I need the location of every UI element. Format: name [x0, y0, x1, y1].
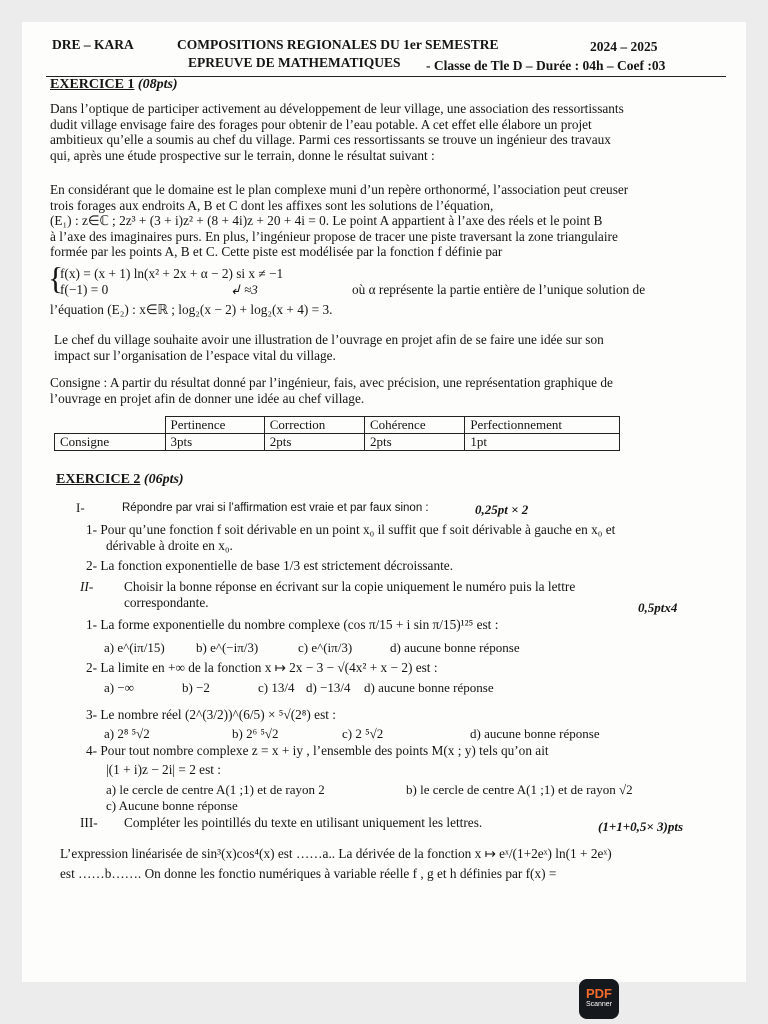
- question4: 4- Pour tout nombre complexe z = x + iy , l’ensemble des points M(x ; y) tels qu’on ait: [86, 743, 549, 758]
- question4-condition: |(1 + i)z − 2i| = 2 est :: [106, 762, 221, 777]
- fill-in-text-line2: est ……b……. On donne les fonctio numériques à variable réelle f , g et h définies par f(x) =: [60, 866, 557, 881]
- badge-text: PDF: [586, 986, 612, 1001]
- question2-option-a: a) −∞: [104, 680, 134, 695]
- function-brace: {: [48, 260, 64, 296]
- exercise1-statement: [50, 182, 628, 260]
- question3-option-b: b) 2⁶ ⁵√2: [232, 726, 279, 741]
- question2-option-d: d) −13/4: [306, 680, 351, 695]
- grid-header: Pertinence: [165, 417, 264, 434]
- function-def-line1: f(x) = (x + 1) ln(x² + 2x + α − 2) si x ≠ −1: [60, 266, 284, 281]
- exercise2-points: (06pts): [143, 472, 184, 487]
- instruction-line: correspondante.: [124, 594, 209, 610]
- function-def-line2: f(−1) = 0: [60, 282, 109, 297]
- exercise1-intro: [50, 101, 624, 163]
- grid-corner: [55, 417, 166, 434]
- question1-option-a: a) e^(iπ/15): [104, 640, 165, 655]
- exercise1-title: EXERCICE 1: [50, 77, 135, 92]
- grid-header: Perfectionnement: [465, 417, 620, 434]
- question1: 1- La forme exponentielle du nombre complexe (cos π/15 + i sin π/15)¹²⁵ est :: [86, 617, 499, 632]
- statement-line: dérivable à droite en x₀.: [106, 537, 233, 553]
- grid-header: Correction: [264, 417, 364, 434]
- part2-points: 0,5ptx4: [638, 600, 678, 615]
- intro-line: ambitieux qu’elle a soumis au chef du village. Parmi ces ressortissants se trouve un ingénieur des travaux: [50, 132, 611, 148]
- question2-option-b: b) −2: [182, 680, 210, 695]
- school-year: 2024 – 2025: [590, 39, 658, 54]
- badge-subtext: Scanner: [585, 1001, 613, 1008]
- subject-title: EPREUVE DE MATHEMATIQUES: [188, 55, 401, 70]
- part3-number: III-: [80, 815, 98, 830]
- question1-option-b: b) e^(−iπ/3): [196, 640, 259, 655]
- exam-title: COMPOSITIONS REGIONALES DU 1er SEMESTRE: [177, 37, 499, 52]
- grid-header: Cohérence: [365, 417, 465, 434]
- question3-option-c: c) 2 ⁵√2: [342, 726, 384, 741]
- exercise2-heading: [56, 472, 184, 488]
- part1-instruction: Répondre par vrai si l’affirmation est vraie et par faux sinon :: [122, 502, 429, 514]
- intro-line: dudit village envisage faire des forages pour obtenir de l’eau potable. A cet effet elle élabore un projet: [50, 116, 592, 132]
- consigne-line: Consigne : A partir du résultat donné par l’ingénieur, fais, avec précision, une représentation graphique de: [50, 375, 613, 390]
- part3-points: (1+1+0,5× 3)pts: [598, 819, 684, 834]
- grid-row-label: Consigne: [55, 434, 166, 451]
- question4-option-a: a) le cercle de centre A(1 ;1) et de rayon 2: [106, 782, 325, 797]
- grid-header-row: [55, 417, 620, 434]
- region-label: DRE – KARA: [52, 37, 134, 52]
- intro-line: qui, après une étude prospective sur le terrain, donne le résultat suivant :: [50, 147, 435, 163]
- question4-option-b: b) le cercle de centre A(1 ;1) et de rayon √2: [406, 782, 633, 797]
- part1-points: 0,25pt × 2: [475, 502, 529, 517]
- question1-option-d: d) aucune bonne réponse: [390, 640, 520, 655]
- grid-cell: 3pts: [165, 434, 264, 451]
- exercise1-heading: [50, 77, 178, 93]
- statement-line: 1- Pour qu’une fonction f soit dérivable en un point x₀ il suffit que f soit dérivable à gauche en x₀ et: [86, 522, 616, 537]
- grid-row: [55, 434, 620, 451]
- part3-instruction: Compléter les pointillés du texte en utilisant uniquement les lettres.: [124, 815, 483, 830]
- question3-option-d: d) aucune bonne réponse: [470, 726, 600, 741]
- question2-option-c: c) 13/4: [258, 680, 295, 695]
- grid-cell: 1pt: [465, 434, 620, 451]
- instruction-line: Choisir la bonne réponse en écrivant sur la copie uniquement le numéro puis la lettre: [124, 579, 576, 594]
- statement-line: En considérant que le domaine est le plan complexe muni d’un repère orthonormé, l’association peut creuser: [50, 182, 629, 197]
- intro-line: Dans l’optique de participer activement au développement de leur village, une association des ressortissants: [50, 101, 624, 116]
- exercise1-points: (08pts): [137, 77, 178, 92]
- statement-line: trois forages aux endroits A, B et C dont les affixes sont les solutions de l’équation,: [50, 197, 494, 213]
- grid-cell: 2pts: [365, 434, 465, 451]
- exercise2-title: EXERCICE 2: [56, 472, 141, 487]
- chief-line: impact sur l’organisation de l’espace vital du village.: [54, 347, 336, 363]
- fill-in-text-line1: L’expression linéarisée de sin³(x)cos⁴(x) est ……a.. La dérivée de la fonction x ↦ eˣ/(1+2eˣ) ln(1 + 2eˣ): [60, 846, 612, 861]
- equation-e2: l’équation (E₂) : x∈ℝ ; log₂(x − 2) + log₂(x + 4) = 3.: [50, 302, 333, 317]
- question3-option-a: a) 2⁸ ⁵√2: [104, 726, 150, 741]
- statement-line: formée par les points A, B et C. Cette piste est modélisée par la fonction f définie par: [50, 244, 503, 260]
- handwritten-annotation: ↲ ≈3: [230, 282, 258, 297]
- question2: 2- La limite en +∞ de la fonction x ↦ 2x − 3 − √(4x² + x − 2) est :: [86, 660, 438, 675]
- part1-statement2: 2- La fonction exponentielle de base 1/3 est strictement décroissante.: [86, 558, 454, 573]
- chief-line: Le chef du village souhaite avoir une illustration de l’ouvrage en projet afin de se faire une idée sur son: [54, 332, 604, 347]
- statement-line: à l’axe des imaginaires purs. En plus, l’ingénieur propose de tracer une piste traversant la zone triangulaire: [50, 228, 618, 244]
- question3: 3- Le nombre réel (2^(3/2))^(6/5) × ⁵√(2⁸) est :: [86, 707, 336, 722]
- part2-instruction: [124, 579, 575, 610]
- grid-cell: 2pts: [264, 434, 364, 451]
- consigne-paragraph: [50, 375, 613, 406]
- grading-grid: [54, 416, 620, 451]
- part2-number: II-: [80, 579, 94, 594]
- part1-number: I-: [76, 500, 85, 515]
- function-def-where: où α représente la partie entière de l’unique solution de: [352, 282, 646, 297]
- question2-option-none: d) aucune bonne réponse: [364, 680, 494, 695]
- pdf-scanner-logo: [579, 979, 619, 1019]
- equation-e1: (E₁) : z∈ℂ ; 2z³ + (3 + i)z² + (8 + 4i)z + 20 + 4i = 0. Le point A appartient à l’axe des réels et le point B: [50, 213, 603, 229]
- part1-statement1: [86, 522, 615, 553]
- question1-option-c: c) e^(iπ/3): [298, 640, 353, 655]
- question4-option-c: c) Aucune bonne réponse: [106, 798, 238, 813]
- chief-paragraph: [54, 332, 604, 363]
- class-info: - Classe de Tle D – Durée : 04h – Coef :03: [426, 58, 666, 73]
- consigne-line: l’ouvrage en projet afin de donner une idée au chef village.: [50, 390, 365, 406]
